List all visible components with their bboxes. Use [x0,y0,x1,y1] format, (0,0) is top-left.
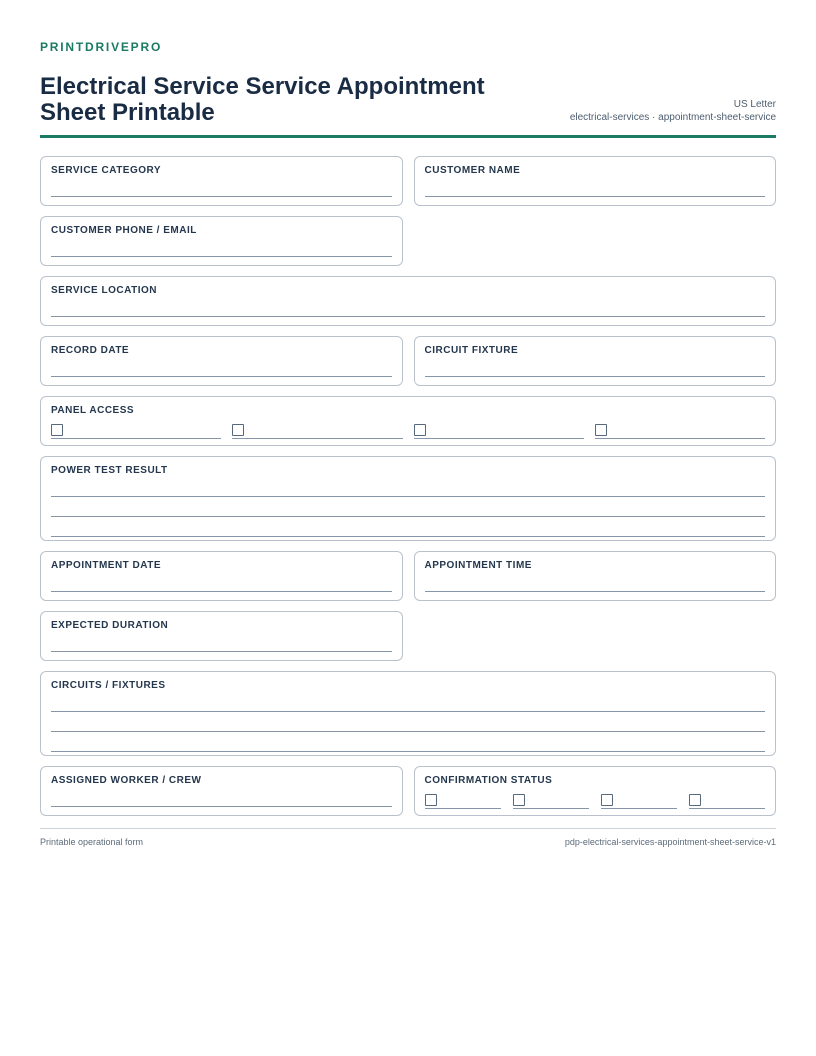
page-title: Electrical Service Service Appointment Sheet Printable [40,73,485,126]
field-label: CUSTOMER PHONE / EMAIL [51,225,197,236]
confirmation-status-option [601,793,677,809]
field-label: CIRCUIT FIXTURE [424,345,519,356]
form-id: pdp-electrical-services-appointment-sheet-service-v1 [564,837,776,847]
circuits-fixtures-line-3[interactable] [51,732,765,752]
field-circuit-fixture [414,336,777,386]
checkbox[interactable] [595,424,607,436]
field-label: EXPECTED DURATION [51,620,169,631]
form-footer [40,828,776,852]
field-label: CIRCUITS / FIXTURES [51,680,166,691]
field-power-test-result [40,456,776,541]
customer-name-input[interactable] [425,177,766,197]
checkbox[interactable] [425,794,437,806]
circuits-fixtures-line-1[interactable] [51,692,765,712]
field-appointment-date [40,551,403,601]
field-customer-phone-email [40,216,403,266]
field-label: CUSTOMER NAME [424,165,521,176]
field-label: PANEL ACCESS [51,405,135,416]
panel-access-option [414,423,584,439]
paper-size: US Letter [733,99,776,110]
panel-access-option [232,423,402,439]
power-test-result-line-1[interactable] [51,477,765,497]
panel-access-option [595,423,765,439]
record-date-input[interactable] [51,357,392,377]
field-label: SERVICE CATEGORY [51,165,162,176]
circuit-fixture-input[interactable] [425,357,766,377]
confirmation-status-option [425,793,501,809]
field-label: CONFIRMATION STATUS [424,775,553,786]
field-appointment-time [414,551,777,601]
field-circuits-fixtures [40,671,776,756]
field-service-category [40,156,403,206]
checkbox[interactable] [232,424,244,436]
power-test-result-line-2[interactable] [51,497,765,517]
confirmation-status-option [513,793,589,809]
field-label: APPOINTMENT DATE [51,560,162,571]
circuits-fixtures-line-2[interactable] [51,712,765,732]
service-category-input[interactable] [51,177,392,197]
field-label: ASSIGNED WORKER / CREW [51,775,202,786]
checkbox[interactable] [51,424,63,436]
checkbox[interactable] [414,424,426,436]
field-label: POWER TEST RESULT [51,465,168,476]
checkbox[interactable] [513,794,525,806]
form-path: electrical-services · appointment-sheet-service [569,112,776,123]
header-meta [570,98,776,124]
field-assigned-worker-crew [40,766,403,816]
power-test-result-line-3[interactable] [51,517,765,537]
customer-phone-email-input[interactable] [51,237,392,257]
checkbox[interactable] [689,794,701,806]
field-record-date [40,336,403,386]
field-service-location [40,276,776,326]
field-label: SERVICE LOCATION [51,285,157,296]
assigned-worker-crew-input[interactable] [51,787,392,807]
field-label: RECORD DATE [51,345,130,356]
form-page [40,40,776,852]
field-panel-access [40,396,776,446]
service-location-input[interactable] [51,297,765,317]
brand-logo: PRINTDRIVEPRO [40,40,163,54]
appointment-time-input[interactable] [425,572,766,592]
appointment-date-input[interactable] [51,572,392,592]
field-label: APPOINTMENT TIME [424,560,532,571]
form-header [40,54,776,138]
field-expected-duration [40,611,403,661]
panel-access-option [51,423,221,439]
confirmation-status-option [689,793,765,809]
footer-note: Printable operational form [40,837,144,847]
field-customer-name [414,156,777,206]
expected-duration-input[interactable] [51,632,392,652]
checkbox[interactable] [601,794,613,806]
field-confirmation-status [414,766,777,816]
